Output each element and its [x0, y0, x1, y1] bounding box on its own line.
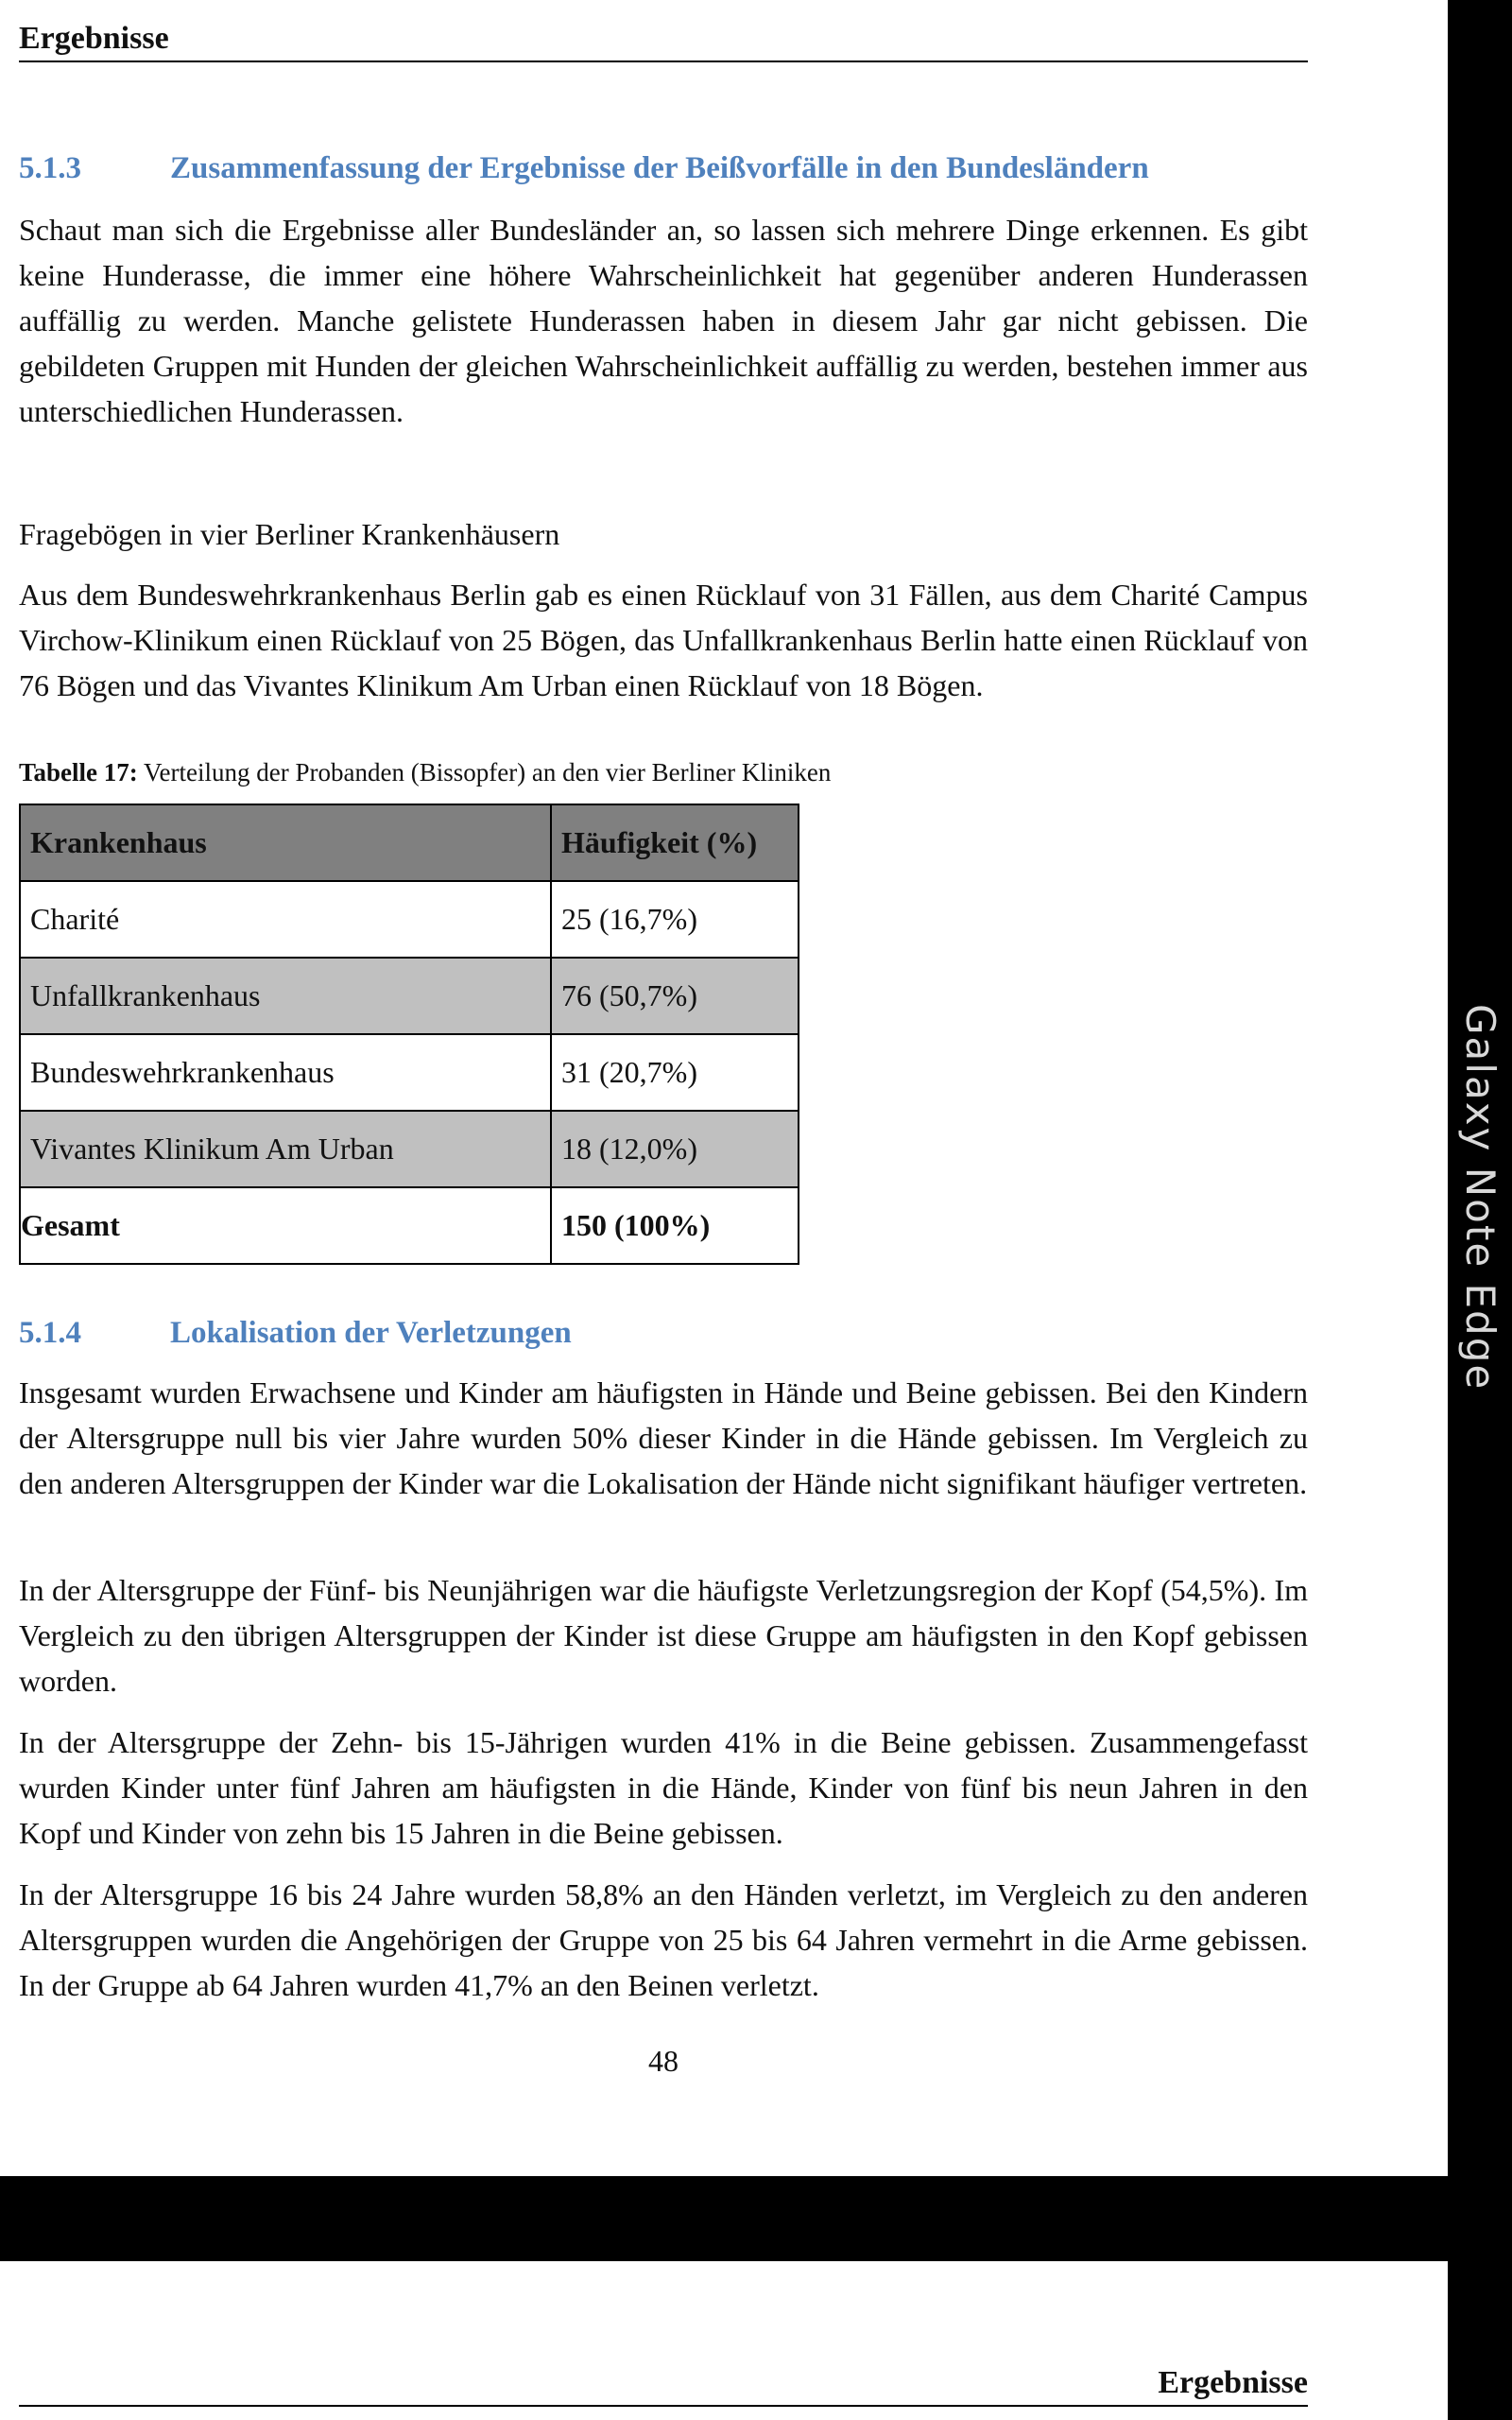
- cell-hospital: Unfallkrankenhaus: [20, 958, 551, 1034]
- cell-frequency: 31 (20,7%): [551, 1034, 799, 1111]
- section-title: Zusammenfassung der Ergebnisse der Beißvorfälle in den Bundesländern: [170, 151, 1149, 185]
- device-edge-bezel: [1448, 0, 1512, 2420]
- section-heading-5-1-3: [19, 149, 1308, 187]
- table-caption-label: Tabelle 17:: [19, 758, 138, 786]
- paragraph-localisation-4: In der Altersgruppe 16 bis 24 Jahre wurden 58,8% an den Händen verletzt, im Vergleich zu den anderen Altersgruppen wurden die Angehörigen der Gruppe von 25 bis 64 Jahren vermehrt in die Arme gebissen. In der Gruppe ab 64 Jahren wurden 41,7% an den Beinen verletzt.: [19, 1877, 1308, 2002]
- table-caption: [19, 756, 831, 788]
- section-title: Lokalisation der Verletzungen: [170, 1316, 572, 1350]
- subheading-questionnaires: Fragebögen in vier Berliner Krankenhäusern: [19, 517, 560, 551]
- device-brand-label: Galaxy Note Edge: [1457, 1004, 1503, 1392]
- paragraph-summary: Schaut man sich die Ergebnisse aller Bundesländer an, so lassen sich mehrere Dinge erkennen. Es gibt keine Hunderasse, die immer eine höhere Wahrscheinlichkeit hat gegenüber anderen Hunderassen auffällig zu werden. Manche gelistete Hunderassen haben in diesem Jahr gar nicht gebissen. Die gebildeten Gruppen mit Hunden der gleichen Wahrscheinlichkeit auffällig zu werden, bestehen immer aus unterschiedlichen Hunderassen.: [19, 213, 1308, 428]
- section-number: 5.1.4: [19, 1316, 81, 1350]
- cell-hospital: Bundeswehrkrankenhaus: [20, 1034, 551, 1111]
- cell-frequency: 25 (16,7%): [551, 881, 799, 958]
- header-hospital: Krankenhaus: [20, 804, 551, 881]
- paragraph-localisation-2: In der Altersgruppe der Fünf- bis Neunjährigen war die häufigste Verletzungsregion der Kopf (54,5%). Im Vergleich zu den übrigen Altersgruppen der Kinder ist diese Gruppe am häufigsten in den Kopf gebissen worden.: [19, 1573, 1308, 1698]
- table-row: [20, 958, 799, 1034]
- cell-frequency: 18 (12,0%): [551, 1111, 799, 1187]
- running-head: Ergebnisse: [19, 19, 1308, 62]
- table-row: [20, 1034, 799, 1111]
- section-number: 5.1.3: [19, 151, 81, 185]
- hospital-distribution-table: [19, 804, 799, 1265]
- paragraph-returns: Aus dem Bundeswehrkrankenhaus Berlin gab es einen Rücklauf von 31 Fällen, aus dem Charité Campus Virchow-Klinikum einen Rücklauf von 25 Bögen, das Unfallkrankenhaus Berlin hatte einen Rücklauf von 76 Bögen und das Vivantes Klinikum Am Urban einen Rücklauf von 18 Bögen.: [19, 578, 1308, 702]
- table-row: [20, 1111, 799, 1187]
- section-heading-5-1-4: [19, 1314, 1308, 1352]
- cell-frequency: 76 (50,7%): [551, 958, 799, 1034]
- cell-hospital: Vivantes Klinikum Am Urban: [20, 1111, 551, 1187]
- cell-total-label: Gesamt: [20, 1187, 551, 1264]
- page-separator-band: [0, 2176, 1448, 2261]
- table-total-row: [20, 1187, 799, 1264]
- next-page-running-head: Ergebnisse: [19, 2363, 1308, 2407]
- paragraph-localisation-1: Insgesamt wurden Erwachsene und Kinder am häufigsten in Hände und Beine gebissen. Bei den Kindern der Altersgruppe null bis vier Jahre wurden 50% dieser Kinder in die Hände gebissen. Im Vergleich zu den anderen Altersgruppen der Kinder war die Lokalisation der Hände nicht signifikant häufiger vertreten.: [19, 1375, 1308, 1500]
- cell-hospital: Charité: [20, 881, 551, 958]
- header-frequency: Häufigkeit (%): [551, 804, 799, 881]
- cell-total-value: 150 (100%): [551, 1187, 799, 1264]
- page-number: 48: [648, 2044, 679, 2078]
- table-header-row: [20, 804, 799, 881]
- paragraph-localisation-3: In der Altersgruppe der Zehn- bis 15-Jährigen wurden 41% in die Beine gebissen. Zusammengefasst wurden Kinder unter fünf Jahren am häufigsten in die Hände, Kinder von fünf bis neun Jahren in den Kopf und Kinder von zehn bis 15 Jahren in die Beine gebissen.: [19, 1725, 1308, 1850]
- table-caption-text: Verteilung der Probanden (Bissopfer) an den vier Berliner Kliniken: [137, 758, 832, 786]
- table-row: [20, 881, 799, 958]
